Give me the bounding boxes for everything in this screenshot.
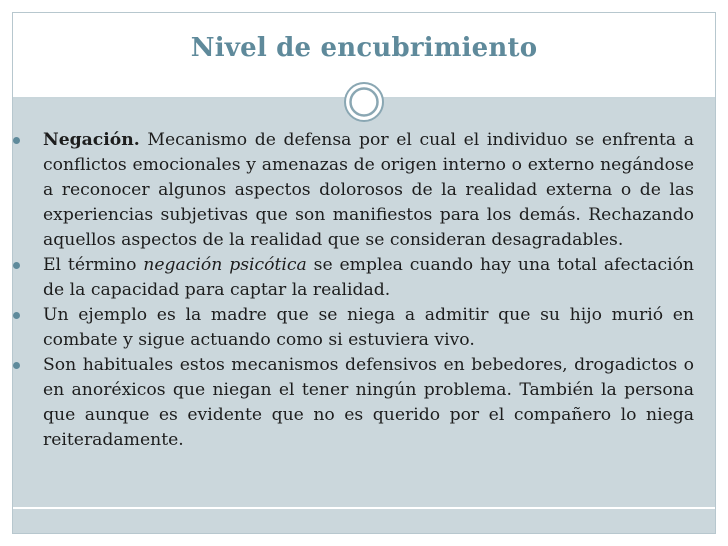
bullet-text: Mecanismo de defensa por el cual el individuo se enfrenta a conflictos emocionales y amenazas de origen interno o externo negándose a reconocer algunos aspectos dolorosos de la realidad externa o de las experiencias subjetivas que son manifiestos para los demás. Rechazando aquellos aspectos de la realidad que se consideran desagradables.: [43, 130, 694, 250]
bullet-dot-icon: [13, 262, 20, 269]
bullet-text-before: El término: [43, 255, 137, 275]
bullet-list: [8, 128, 694, 453]
bullet-text: Un ejemplo es la madre que se niega a admitir que su hijo murió en combate y sigue actuando como si estuviera vivo.: [43, 305, 694, 350]
list-item: [8, 253, 694, 303]
bullet-dot-icon: [13, 137, 20, 144]
bullet-text: Son habituales estos mecanismos defensivos en bebedores, drogadictos o en anoréxicos que niegan el tener ningún problema. También la persona que aunque es evidente que no es querido por el compañero lo niega reiteradamente.: [43, 355, 694, 450]
list-item: [8, 353, 694, 453]
bullet-lead: Negación.: [43, 130, 140, 150]
list-item: [8, 128, 694, 253]
bullet-dot-icon: [13, 362, 20, 369]
slide-title: Nivel de encubrimiento: [190, 33, 538, 63]
bullet-text-after: se emplea cuando hay una total afectación de la capacidad para captar la realidad.: [43, 255, 694, 300]
bullet-italic-term: negación psicótica: [143, 255, 307, 275]
circle-ornament-icon: [343, 81, 385, 123]
bullet-dot-icon: [13, 312, 20, 319]
list-item: [8, 303, 694, 353]
bottom-band: [13, 507, 715, 533]
